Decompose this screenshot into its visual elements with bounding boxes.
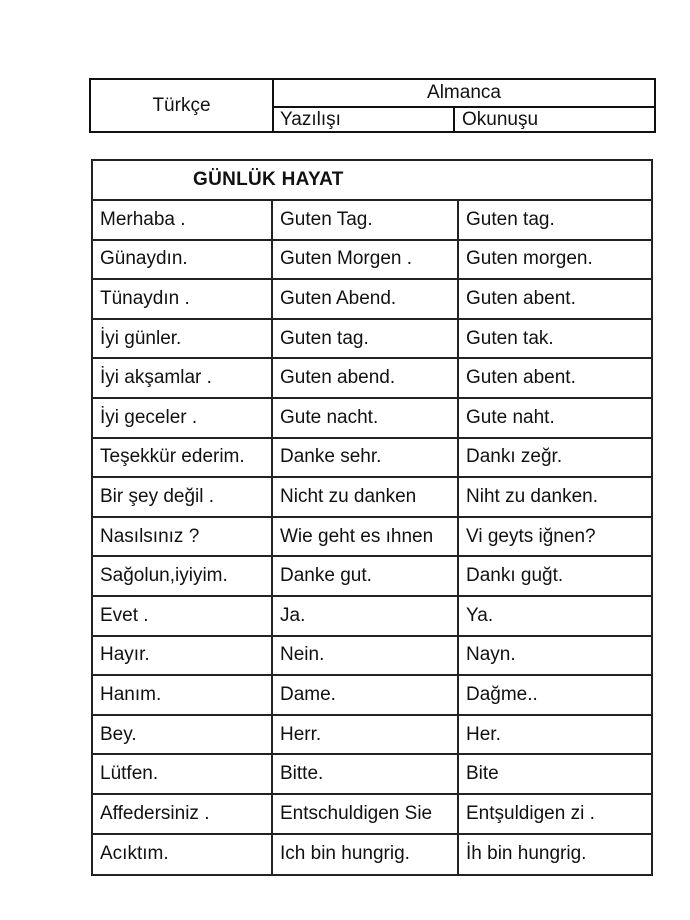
- cell-turkish: Bey.: [93, 716, 273, 754]
- cell-german-spelling: Entschuldigen Sie: [273, 795, 459, 833]
- cell-turkish: Evet .: [93, 597, 273, 635]
- cell-pronunciation: Guten abent.: [466, 287, 576, 309]
- cell-turkish: Tünaydın .: [93, 280, 273, 318]
- table-row: [93, 439, 651, 479]
- cell-turkish: Bir şey değil .: [93, 478, 273, 516]
- table-row: [93, 835, 651, 875]
- cell-turkish: Sağolun,iyiyim.: [93, 557, 273, 595]
- cell-german-spelling: Ich bin hungrig.: [273, 835, 459, 875]
- table-row: [93, 518, 651, 558]
- table-row: [93, 795, 651, 835]
- cell-pronunciation: Bite: [466, 763, 499, 785]
- cell-turkish: Lütfen.: [93, 755, 273, 793]
- cell-turkish: Nasılsınız ?: [93, 518, 273, 556]
- cell-pronunciation: Entşuldigen zi .: [466, 802, 595, 824]
- cell-german-spelling: Ja.: [273, 597, 459, 635]
- table-row: [93, 359, 651, 399]
- header-turkish: Türkçe: [91, 80, 274, 131]
- table-row: [93, 557, 651, 597]
- table-row: [93, 597, 651, 637]
- cell-german-spelling: Danke sehr.: [273, 439, 459, 477]
- cell-turkish: Hayır.: [93, 637, 273, 675]
- cell-turkish: Affedersiniz .: [93, 795, 273, 833]
- cell-pronunciation: Ya.: [466, 604, 494, 626]
- cell-turkish: Teşekkür ederim.: [93, 439, 273, 477]
- cell-pronunciation: Niht zu danken.: [466, 485, 599, 507]
- cell-pronunciation: Guten morgen.: [466, 248, 593, 270]
- cell-turkish: Günaydın.: [93, 241, 273, 279]
- header-german: Almanca: [274, 80, 654, 108]
- table-row: [93, 320, 651, 360]
- section-title: GÜNLÜK HAYAT: [93, 161, 651, 201]
- cell-pronunciation: İh bin hungrig.: [466, 843, 587, 865]
- cell-turkish: Merhaba .: [93, 201, 273, 239]
- table-row: [93, 280, 651, 320]
- cell-german-spelling: Guten tag.: [273, 320, 459, 358]
- cell-german-spelling: Guten Tag.: [273, 201, 459, 239]
- phrase-table: [91, 159, 653, 876]
- phrase-rows: [93, 201, 651, 874]
- cell-pronunciation: Guten tag.: [466, 208, 555, 230]
- cell-german-spelling: Guten Abend.: [273, 280, 459, 318]
- table-row: [93, 478, 651, 518]
- cell-german-spelling: Dame.: [273, 676, 459, 714]
- cell-turkish: Acıktım.: [93, 835, 273, 875]
- cell-pronunciation: Guten tak.: [466, 327, 554, 349]
- cell-german-spelling: Nein.: [273, 637, 459, 675]
- cell-pronunciation: Guten abent.: [466, 367, 576, 389]
- cell-german-spelling: Nicht zu danken: [273, 478, 459, 516]
- column-header-table: [89, 78, 656, 133]
- cell-turkish: İyi geceler .: [93, 399, 273, 437]
- cell-german-spelling: Danke gut.: [273, 557, 459, 595]
- table-row: [93, 241, 651, 281]
- cell-pronunciation: Vi geyts iğnen?: [466, 525, 596, 547]
- cell-turkish: İyi günler.: [93, 320, 273, 358]
- cell-pronunciation: Dankı guğt.: [466, 565, 564, 587]
- cell-pronunciation: Her.: [466, 723, 501, 745]
- cell-pronunciation: Gute naht.: [466, 406, 555, 428]
- table-row: [93, 201, 651, 241]
- cell-pronunciation: Nayn.: [466, 644, 516, 666]
- table-row: [93, 716, 651, 756]
- cell-pronunciation: Dankı zeğr.: [466, 446, 563, 468]
- table-row: [93, 755, 651, 795]
- cell-german-spelling: Bitte.: [273, 755, 459, 793]
- cell-german-spelling: Gute nacht.: [273, 399, 459, 437]
- header-pronunciation: Okunuşu: [462, 108, 539, 130]
- header-spelling: Yazılışı: [274, 108, 455, 131]
- cell-german-spelling: Herr.: [273, 716, 459, 754]
- cell-german-spelling: Guten Morgen .: [273, 241, 459, 279]
- table-row: [93, 676, 651, 716]
- table-row: [93, 637, 651, 677]
- cell-turkish: Hanım.: [93, 676, 273, 714]
- cell-pronunciation: Dağme..: [466, 683, 538, 705]
- cell-german-spelling: Wie geht es ıhnen: [273, 518, 459, 556]
- cell-turkish: İyi akşamlar .: [93, 359, 273, 397]
- cell-german-spelling: Guten abend.: [273, 359, 459, 397]
- table-row: [93, 399, 651, 439]
